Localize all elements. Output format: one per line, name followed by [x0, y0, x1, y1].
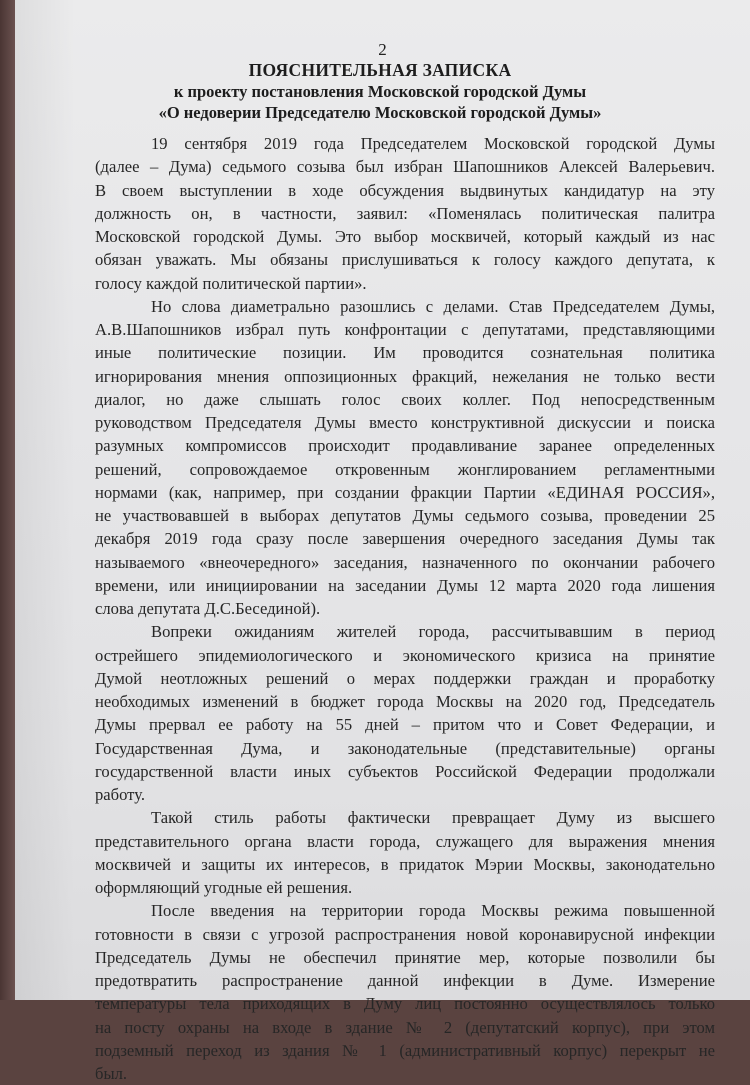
text-line: Государственная Дума, и законодательные (представительные) органы — [95, 738, 715, 758]
text-line: называемого «внеочередного» заседания, назначенного по окончании рабочего — [95, 552, 715, 572]
text-line: обязан уважать. Мы обязаны прислушиваться к голосу каждого депутата, к — [95, 250, 715, 270]
text-line: представительного органа власти города, служащего для выражения мнения — [95, 831, 715, 851]
text-line: игнорирования мнения оппозиционных фракций, нежелания не только вести — [95, 366, 715, 386]
paragraph — [95, 620, 715, 806]
text-line: После введения на территории города Москвы режима повышенной — [151, 901, 715, 921]
text-line: декабря 2019 года сразу после завершения очередного заседания Думы так — [95, 529, 715, 549]
text-line: работу. — [95, 785, 145, 804]
page-shadow — [15, 0, 75, 1000]
text-line: на посту охраны на входе в здание № 2 (депутатский корпус), при этом — [95, 1017, 715, 1037]
document-header — [85, 60, 675, 123]
text-line: предотвратить распространение данной инфекции в Думе. Измерение — [95, 971, 715, 990]
paragraph — [95, 806, 715, 899]
document-subtitle: к проекту постановления Московской городской Думы — [173, 82, 587, 101]
text-line: слова депутата Д.С.Бесединой). — [95, 599, 321, 618]
text-line: Думы прервал ее работу на 55 дней – притом что и Совет Федерации, и — [95, 715, 715, 735]
text-line: необходимых изменений в бюджет города Москвы на 2020 год, Председатель — [95, 692, 715, 711]
text-line: государственной власти иных субъектов Российской Федерации продолжали — [95, 761, 715, 781]
text-line: подземный переход из здания № 1 (административный корпус) перекрыт не — [95, 1040, 715, 1060]
text-line: голосу каждой политической партии». — [95, 273, 367, 293]
text-line: должность он, в частности, заявил: «Поменялась политическая палитра — [95, 203, 715, 223]
text-line: Вопреки ожиданиям жителей города, рассчитывавшим в период — [151, 622, 715, 642]
text-line: нормами (как, например, при создании фракции Партии «ЕДИНАЯ РОССИЯ», — [95, 482, 715, 502]
paragraph — [95, 295, 715, 621]
text-line: иные политические позиции. Им проводится сознательная политика — [95, 343, 715, 363]
document-body — [95, 132, 715, 1085]
paragraph — [95, 132, 715, 295]
document-page — [15, 0, 750, 1083]
text-line: Председатель Думы не обеспечил принятие мер, которые позволили бы — [95, 947, 715, 967]
text-line: острейшего эпидемиологического и экономического кризиса на принятие — [95, 645, 715, 665]
text-line: не участвовавшей в выборах депутатов Думы седьмого созыва, проведении 25 — [95, 506, 715, 525]
text-line: москвичей и защиты их интересов, в придаток Мэрии Москвы, законодательно — [95, 854, 715, 874]
text-line: оформляющий угодные ей решения. — [95, 878, 353, 897]
text-line: был. — [95, 1064, 128, 1083]
text-line: Московской городской Думы. Это выбор москвичей, который каждый из нас — [95, 227, 715, 246]
text-line: А.В.Шапошников избрал путь конфронтации с депутатами, представляющими — [95, 320, 715, 339]
document-title: ПОЯСНИТЕЛЬНАЯ ЗАПИСКА — [248, 60, 512, 80]
text-line: Но слова диаметрально разошлись с делами. Став Председателем Думы, — [151, 296, 715, 316]
text-line: готовности в связи с угрозой распространения новой коронавирусной инфекции — [95, 924, 715, 944]
page-number: 2 — [378, 40, 387, 59]
text-line: Думой неотложных решений о мерах поддержки граждан и проработку — [95, 668, 715, 688]
text-line: диалог, но даже слышать голос своих коллег. Под непосредственным — [95, 389, 715, 409]
text-line: 19 сентября 2019 года Председателем Московской городской Думы — [151, 134, 715, 153]
document-subject: «О недоверии Председателю Московской городской Думы» — [158, 103, 602, 122]
paragraph — [95, 899, 715, 1085]
desk-edge — [0, 0, 15, 1000]
text-line: температуры тела приходящих в Думу лиц постоянно осуществлялось только — [95, 994, 715, 1014]
text-line: Такой стиль работы фактически превращает Думу из высшего — [151, 808, 715, 828]
text-line: В своем выступлении в ходе обсуждения выдвинутых кандидатур на эту — [95, 180, 715, 200]
text-line: руководством Председателя Думы вместо конструктивной дискуссии и поиска — [95, 413, 715, 432]
text-line: времени, или инициировании на заседании Думы 12 марта 2020 года лишения — [95, 575, 715, 595]
text-line: (далее – Дума) седьмого созыва был избран Шапошников Алексей Валерьевич. — [95, 157, 715, 177]
text-line: разумных компромиссов происходит продавливание заранее определенных — [95, 436, 715, 456]
text-line: решений, сопровождаемое откровенным жонглированием регламентными — [95, 459, 715, 479]
